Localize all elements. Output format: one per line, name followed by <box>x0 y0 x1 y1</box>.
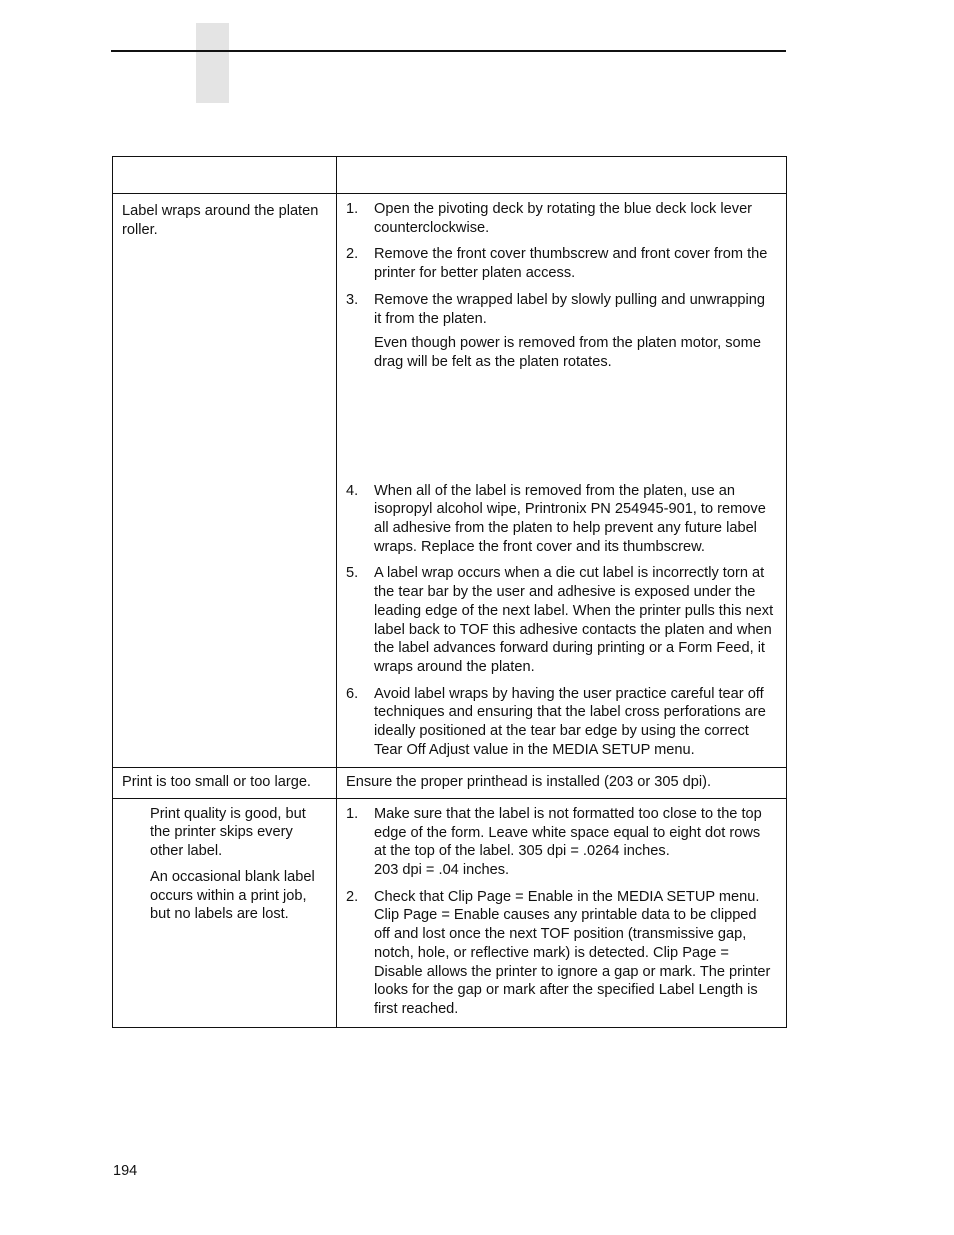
symptom-cell <box>113 798 337 1027</box>
symptom-list <box>113 799 336 924</box>
solution-steps <box>337 194 786 767</box>
table-row <box>113 798 787 1027</box>
header-cell-symptom <box>113 157 337 194</box>
header-rule <box>111 50 786 52</box>
table-header-row <box>113 157 787 194</box>
step-number: 5. <box>346 565 359 582</box>
step-text-line-2: 203 dpi = .04 inches. <box>374 862 510 879</box>
symptom-cell <box>113 768 337 799</box>
symptom-text: An occasional blank label occurs within a print job, but no labels are lost. <box>150 869 315 923</box>
step-text: Avoid label wraps by having the user practice careful tear off techniques and ensuring that the label cross perforations are ideally positioned at the tear bar edge by using the correct Tear Off Adjust value in the MEDIA SETUP menu. <box>374 685 766 758</box>
step-text: Remove the front cover thumbscrew and front cover from the printer for better platen access. <box>374 246 768 282</box>
solution-cell <box>337 768 787 799</box>
step-note: Even though power is removed from the platen motor, some drag will be felt as the platen rotates. <box>374 335 761 370</box>
step-text: Make sure that the label is not formatted too close to the top edge of the form. Leave white space equal to eight dot rows at the top of the label. 305 dpi = .0264 inches. <box>374 805 762 860</box>
step-number: 3. <box>346 291 359 308</box>
solution-steps <box>337 799 786 1027</box>
step-number: 2. <box>346 888 359 905</box>
table-row <box>113 194 787 768</box>
step-text: Remove the wrapped label by slowly pulling and unwrapping it from the platen. <box>374 291 766 327</box>
step-number: 4. <box>346 482 359 499</box>
step-item <box>346 245 776 282</box>
figure-space <box>346 372 776 474</box>
step-item <box>346 805 776 880</box>
step-number: 2. <box>346 246 359 263</box>
symptom-text: Label wraps around the platen roller. <box>122 203 319 238</box>
troubleshooting-table <box>112 156 787 1028</box>
step-item <box>346 291 776 474</box>
symptom-cell <box>113 194 337 768</box>
step-number: 1. <box>346 805 359 822</box>
step-text: Open the pivoting deck by rotating the blue deck lock lever counterclockwise. <box>374 201 753 236</box>
solution-cell <box>337 194 787 768</box>
chapter-tab-block <box>196 23 229 103</box>
step-text: When all of the label is removed from the platen, use an isopropyl alcohol wipe, Printronix PN 254945-901, to remove all adhesive from the platen to help prevent any future label wraps. Replace the front cover and its thumbscrew. <box>374 482 766 555</box>
solution-cell <box>337 798 787 1027</box>
step-item <box>346 888 776 1019</box>
step-number: 6. <box>346 685 359 702</box>
symptom-text: Print quality is good, but the printer skips every other label. <box>150 805 306 859</box>
step-number: 1. <box>346 201 359 217</box>
table-row <box>113 768 787 799</box>
symptom-text: Print is too small or too large. <box>122 774 311 791</box>
step-item <box>346 482 776 557</box>
step-text: Check that Clip Page = Enable in the MEDIA SETUP menu. Clip Page = Enable causes any printable data to be clipped off and lost once the next TOF position (transmissive gap, notch, hole, or reflective mark) is detected. Clip Page = Disable allows the printer to ignore a gap or mark. The printer looks for the gap or mark after the specified Label Length is first reached. <box>374 888 771 1017</box>
step-text: A label wrap occurs when a die cut label is incorrectly torn at the tear bar by the user and adhesive is exposed under the leading edge of the next label. When the printer pulls this next label back to TOF this adhesive contacts the platen and when the label advances forward during printing or a Form Feed, it wraps around the platen. <box>374 565 774 675</box>
step-item <box>346 200 776 237</box>
solution-text: Ensure the proper printhead is installed (203 or 305 dpi). <box>346 774 712 791</box>
step-item <box>346 685 776 760</box>
step-item <box>346 564 776 676</box>
page-number: 194 <box>113 1163 138 1179</box>
header-cell-solution <box>337 157 787 194</box>
